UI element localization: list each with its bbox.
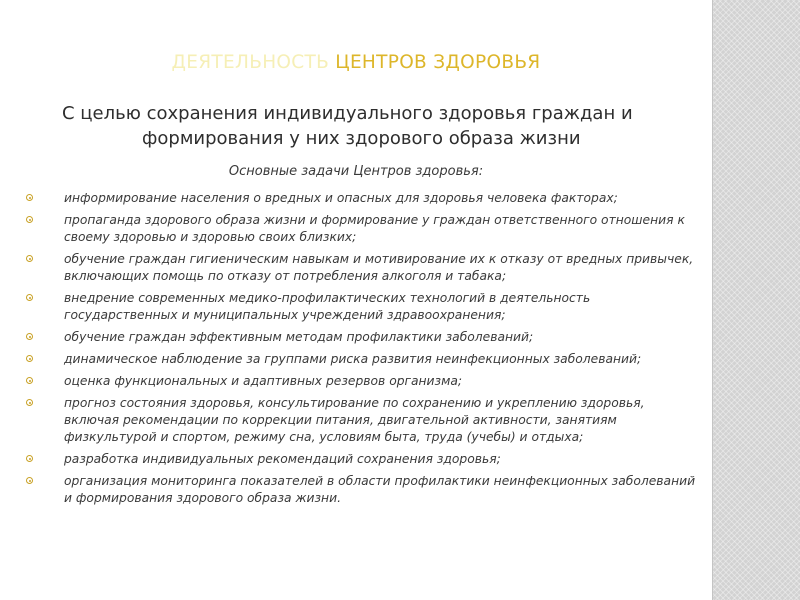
list-item bbox=[26, 329, 698, 346]
list-item bbox=[26, 190, 698, 207]
task-list bbox=[26, 190, 698, 512]
list-item bbox=[26, 473, 698, 507]
task-text: разработка индивидуальных рекомендаций сохранения здоровья; bbox=[64, 452, 501, 466]
circle-bullet-icon bbox=[26, 477, 33, 484]
circle-bullet-icon bbox=[26, 194, 33, 201]
circle-bullet-icon bbox=[26, 377, 33, 384]
circle-bullet-icon bbox=[26, 399, 33, 406]
subtitle-line-2: формирования у них здорового образа жизни bbox=[142, 128, 581, 149]
list-item bbox=[26, 290, 698, 324]
task-text: организация мониторинга показателей в области профилактики неинфекционных заболеваний и формирования здорового образа жизни. bbox=[64, 474, 696, 505]
list-item bbox=[26, 451, 698, 468]
title-part-2: ЦЕНТРОВ ЗДОРОВЬЯ bbox=[335, 52, 541, 73]
subtitle-line-1: С целью сохранения индивидуального здоровья граждан и bbox=[62, 103, 633, 124]
title-part-1: ДЕЯТЕЛЬНОСТЬ bbox=[171, 52, 330, 73]
circle-bullet-icon bbox=[26, 216, 33, 223]
side-decoration-panel bbox=[712, 0, 800, 600]
task-text: информирование населения о вредных и опасных для здоровья человека факторах; bbox=[64, 191, 618, 205]
tasks-heading: Основные задачи Центров здоровья: bbox=[228, 164, 484, 179]
circle-bullet-icon bbox=[26, 455, 33, 462]
task-text: пропаганда здорового образа жизни и формирование у граждан ответственного отношения к своему здоровью и здоровью своих близких; bbox=[64, 213, 685, 244]
circle-bullet-icon bbox=[26, 333, 33, 340]
task-text: внедрение современных медико-профилактических технологий в деятельность государственных и муниципальных учреждений здравоохранения; bbox=[64, 291, 591, 322]
list-item bbox=[26, 395, 698, 446]
circle-bullet-icon bbox=[26, 355, 33, 362]
list-item bbox=[26, 373, 698, 390]
circle-bullet-icon bbox=[26, 255, 33, 262]
task-text: оценка функциональных и адаптивных резервов организма; bbox=[64, 374, 463, 388]
list-item bbox=[26, 251, 698, 285]
slide-title bbox=[0, 52, 712, 73]
task-text: прогноз состояния здоровья, консультирование по сохранению и укреплению здоровья, включая рекомендации по коррекции питания, двигательной активности, занятиям физкультурой и спортом, режиму сна, условиям быта, труда (учебы) и отдыха; bbox=[64, 396, 645, 444]
list-item bbox=[26, 212, 698, 246]
task-text: обучение граждан эффективным методам профилактики заболеваний; bbox=[64, 330, 534, 344]
list-item bbox=[26, 351, 698, 368]
task-text: динамическое наблюдение за группами риска развития неинфекционных заболеваний; bbox=[64, 352, 642, 366]
task-text: обучение граждан гигиеническим навыкам и мотивирование их к отказу от вредных привычек, включающих помощь по отказу от потребления алкоголя и табака; bbox=[64, 252, 694, 283]
circle-bullet-icon bbox=[26, 294, 33, 301]
slide-subtitle bbox=[62, 101, 702, 151]
